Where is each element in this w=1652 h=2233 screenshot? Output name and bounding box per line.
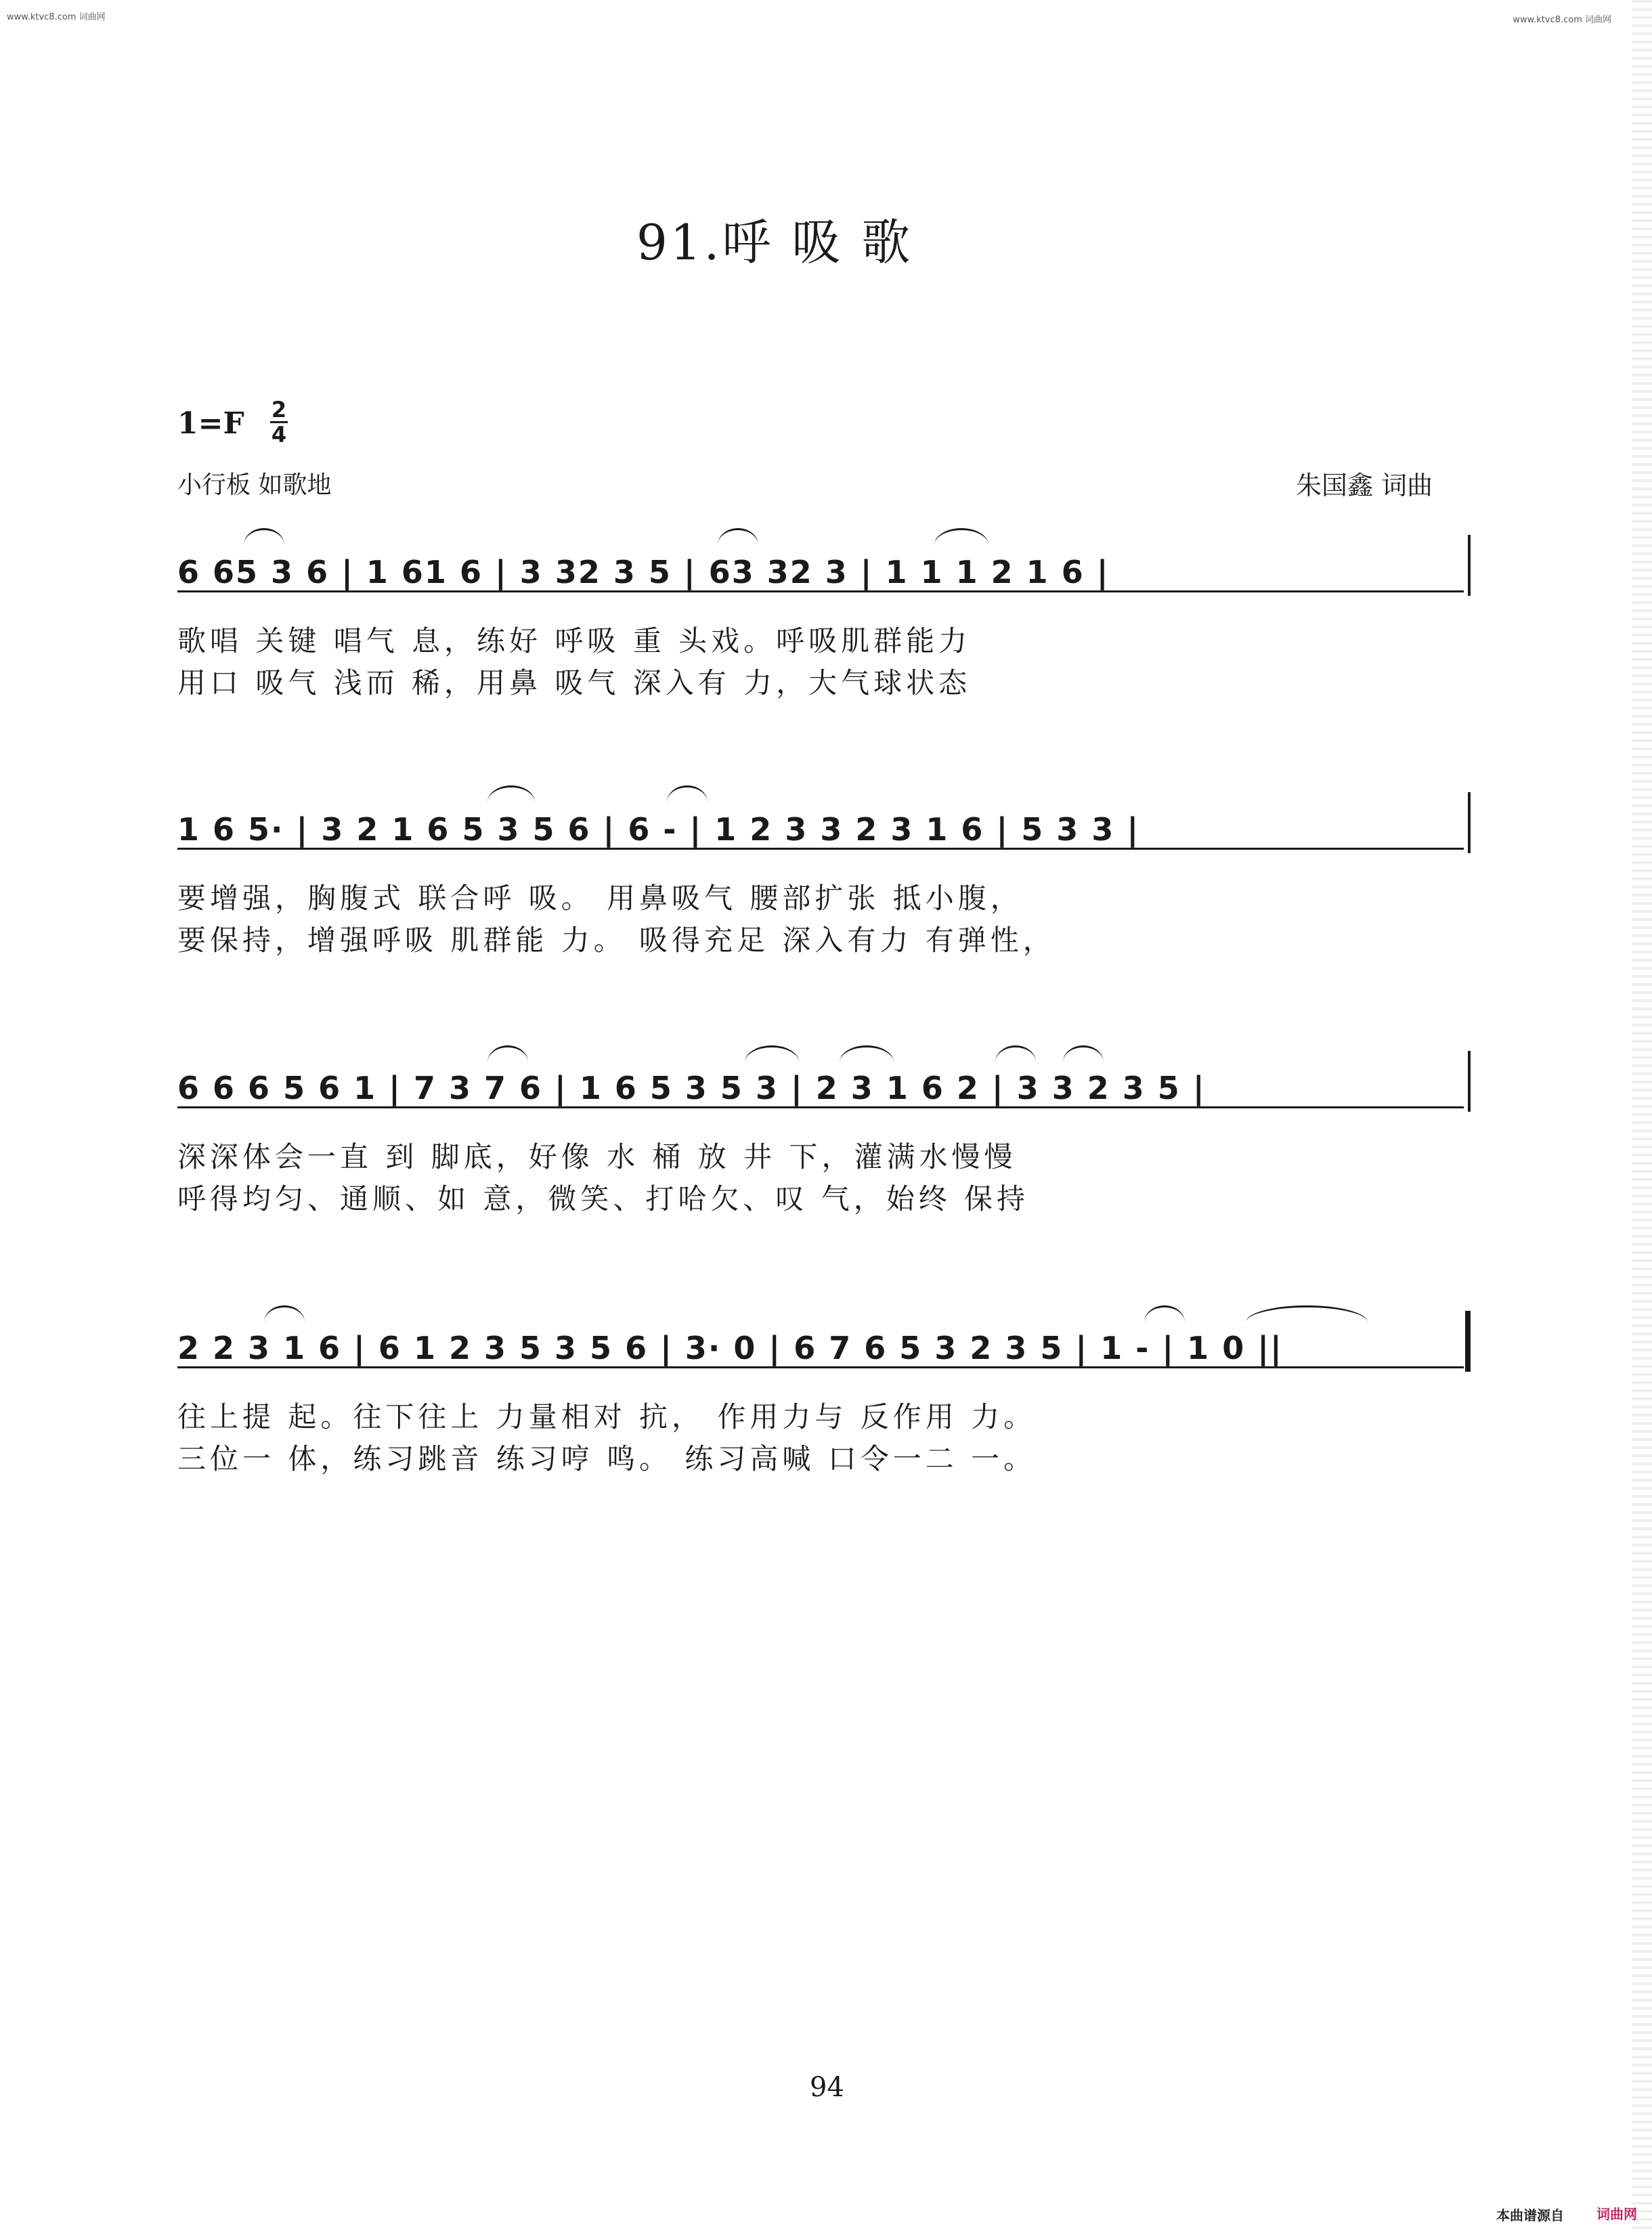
header-left-url: www.ktvc8.com 词曲网	[7, 12, 106, 22]
page-number: 94	[810, 2072, 844, 2103]
footer-brand-logo: 词曲网	[1596, 2206, 1637, 2222]
barline	[1468, 1051, 1471, 1112]
slur	[1144, 1305, 1185, 1322]
key-signature: 1=F	[177, 406, 244, 441]
page-title: 91.呼 吸 歌	[636, 214, 913, 271]
slur	[995, 1045, 1036, 1062]
slur	[840, 1045, 894, 1062]
slur	[745, 1045, 799, 1062]
notes-line: 1 6 5· | 3 2 1 6 5 3 5 6 | 6 - | 1 2 3 3 2 3 1 6 | 5 3 3 |	[177, 811, 1140, 848]
notes-line: 6 65 3 6 | 1 61 6 | 3 32 3 5 | 63 32 3 | 1 1 1 2 1 6 |	[177, 554, 1110, 590]
lyrics-verse-1: 往上提 起。往下往上 力量相对 抗， 作用力与 反作用 力。	[177, 1400, 1037, 1433]
beam-underline	[177, 1106, 1464, 1108]
footer-source-text: 本曲谱源自	[1496, 2207, 1564, 2224]
slur	[934, 528, 988, 545]
slur	[487, 785, 535, 802]
slur	[487, 1045, 528, 1062]
beam-underline	[177, 848, 1464, 850]
composer-credit: 朱国鑫 词曲	[1296, 471, 1433, 500]
beam-underline	[177, 590, 1464, 592]
side-watermark-strip	[1632, 0, 1652, 2233]
lyrics-verse-2: 要保持，增强呼吸 肌群能 力。 吸得充足 深入有力 有弹性，	[177, 924, 1056, 957]
lyrics-verse-2: 呼得均匀、通顺、如 意，微笑、打哈欠、叹 气，始终 保持	[177, 1182, 1030, 1215]
lyrics-verse-2: 用口 吸气 浅而 稀，用鼻 吸气 深入有 力，大气球状态	[177, 666, 972, 699]
slur	[244, 528, 284, 545]
final-barline	[1465, 1311, 1471, 1372]
beam-underline	[177, 1366, 1464, 1368]
lyrics-verse-1: 要增强，胸腹式 联合呼 吸。 用鼻吸气 腰部扩张 抵小腹，	[177, 882, 1023, 915]
tie	[1246, 1305, 1368, 1322]
time-signature	[265, 397, 292, 448]
time-signature-top: 2	[271, 397, 287, 422]
slur	[667, 785, 708, 802]
notes-line: 6 6 6 5 6 1 | 7 3 7 6 | 1 6 5 3 5 3 | 2 3 1 6 2 | 3 3 2 3 5 |	[177, 1070, 1206, 1106]
header-right-url: www.ktvc8.com 词曲网	[1513, 15, 1611, 25]
slur	[1063, 1045, 1104, 1062]
notes-line: 2 2 3 1 6 | 6 1 2 3 5 3 5 6 | 3· 0 | 6 7 6 5 3 2 3 5 | 1 - | 1 0 ||	[177, 1330, 1283, 1366]
lyrics-verse-2: 三位一 体，练习跳音 练习哼 鸣。 练习高喊 口令一二 一。	[177, 1442, 1037, 1475]
barline	[1468, 792, 1471, 853]
slur	[718, 528, 758, 545]
barline	[1468, 535, 1471, 596]
lyrics-verse-1: 深深体会一直 到 脚底，好像 水 桶 放 井 下，灌满水慢慢	[177, 1140, 1017, 1173]
slur	[264, 1305, 305, 1322]
time-signature-bottom: 4	[271, 422, 287, 448]
tempo-marking: 小行板 如歌地	[177, 471, 332, 499]
lyrics-verse-1: 歌唱 关键 唱气 息，练好 呼吸 重 头戏。呼吸肌群能力	[177, 624, 972, 657]
